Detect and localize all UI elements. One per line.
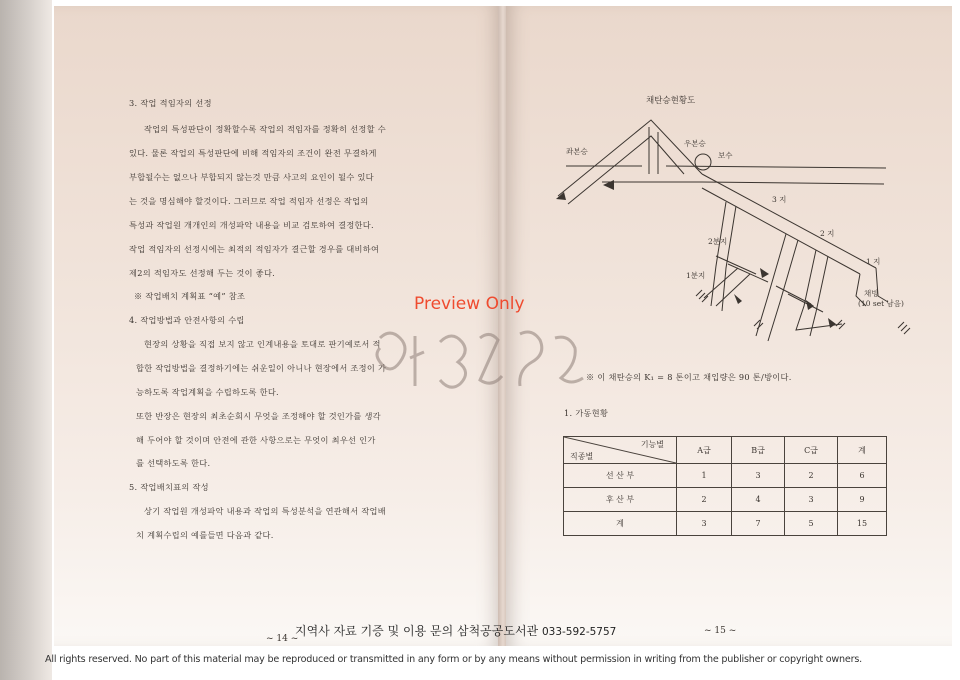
corner-top-label: 기능별 <box>640 440 664 449</box>
table-cell: 6 <box>838 464 887 488</box>
workforce-table <box>563 436 887 536</box>
section-title: 1. 가동현황 <box>564 408 609 418</box>
left-line: 3. 작업 적임자의 선정 <box>129 98 212 108</box>
scanner-edge <box>0 0 52 680</box>
arrow-icon <box>760 268 769 278</box>
label-pump: 보수 <box>718 151 733 160</box>
support-hatch-icon <box>898 322 910 334</box>
left-line: 는 것을 명심해야 할것이다. 그러므로 작업 적임자 선정은 작업의 <box>129 196 369 206</box>
table-cell: 3 <box>732 464 785 488</box>
label-right-incline: 우본승 <box>684 139 706 148</box>
diagram-title: 채탄승현황도 <box>646 96 696 106</box>
table-cell: 4 <box>732 488 785 512</box>
pump-station-marker <box>695 154 711 170</box>
left-line: 특성과 작업원 개개인의 개성파악 내용을 비교 검토하여 결정한다. <box>129 220 374 230</box>
table-cell: 3 <box>785 488 838 512</box>
table-row <box>564 512 887 536</box>
row-label: 후 산 부 <box>564 488 677 512</box>
left-line: 치 계획수립의 예를들면 다음과 같다. <box>136 530 274 540</box>
label-level-3: 3 지 <box>772 195 787 204</box>
table-row <box>564 488 887 512</box>
table-cell: 5 <box>785 512 838 536</box>
label-face-note: (10 set 남음) <box>858 299 904 308</box>
support-hatch-icon <box>754 320 763 329</box>
left-line: 현장의 상황을 직접 보지 않고 인계내용을 토대로 판기예로서 적 <box>144 339 381 349</box>
left-line: ※ 작업배치 계획표 “예” 참조 <box>134 291 246 301</box>
left-line: 작업 적임자의 선정시에는 최적의 적임자가 결근할 경우를 대비하여 <box>129 244 380 254</box>
left-page-number: ~ 14 ~ <box>266 634 299 644</box>
table-cell: 2 <box>785 464 838 488</box>
label-level-1: 1 지 <box>866 257 881 266</box>
column-header: C급 <box>785 437 838 464</box>
library-contact <box>295 622 616 639</box>
column-header: 계 <box>838 437 887 464</box>
coal-note: ※ 이 채탄승의 K₁ = 8 톤이고 채입량은 90 톤/방이다. <box>586 372 792 382</box>
left-line: 제2의 적임자도 선정해 두는 것이 좋다. <box>129 268 276 278</box>
left-line: 작업의 특성판단이 정확할수록 작업의 적임자를 정확히 선정할 수 <box>144 124 386 134</box>
label-left-incline: 좌본승 <box>566 147 588 156</box>
row-label: 선 산 부 <box>564 464 677 488</box>
left-line: 합한 작업방법을 결정하기에는 쉬운일이 아니나 현장에서 조정이 가 <box>136 363 387 373</box>
label-level-2: 2 지 <box>820 229 835 238</box>
left-line: 를 선택하도록 한다. <box>136 458 211 468</box>
left-line: 상기 작업원 개성파악 내용과 작업의 특성분석을 연관해서 작업배 <box>144 506 386 516</box>
label-branch-2: 2분지 <box>708 237 728 246</box>
table-cell: 3 <box>677 512 732 536</box>
left-line: 능하도록 작업계획을 수립하도록 한다. <box>136 387 279 397</box>
left-line: 4. 작업방법과 안전사항의 수립 <box>129 315 245 325</box>
table-cell: 2 <box>677 488 732 512</box>
arrow-icon <box>828 318 836 328</box>
library-phone: 033-592-5757 <box>541 626 617 638</box>
table-row <box>564 464 887 488</box>
mine-layout-diagram <box>506 6 952 366</box>
table-header-row <box>564 437 887 464</box>
arrow-icon <box>806 300 814 310</box>
left-line: 해 두어야 할 것이며 안전에 관한 사항으로는 무엇이 최우선 인가 <box>136 435 376 445</box>
column-header: B급 <box>732 437 785 464</box>
table-cell: 9 <box>838 488 887 512</box>
left-line: 부합될수는 없으나 부합되지 않는것 만큼 사고의 요인이 될수 있다 <box>129 172 374 182</box>
label-face: 채빙 <box>864 289 879 298</box>
right-page-number: ~ 15 ~ <box>704 626 737 636</box>
table-corner-cell <box>564 437 677 464</box>
table-cell: 1 <box>677 464 732 488</box>
copyright-notice: All rights reserved. No part of this material may be reproduced or transmitted in any form or by any means without permission in writing from the publisher or copyright owners. <box>45 654 863 665</box>
incline-outer-line <box>558 120 702 196</box>
table-cell: 15 <box>838 512 887 536</box>
row-label: 계 <box>564 512 677 536</box>
table-cell: 7 <box>732 512 785 536</box>
library-contact-text: 지역사 자료 기증 및 이용 문의 삼척공공도서관 <box>295 624 539 638</box>
arrow-icon <box>734 294 742 304</box>
library-watermark-stamp <box>370 318 600 408</box>
left-line: 있다. 물론 작업의 특성판단에 비해 적임자의 조건이 완전 무결하게 <box>129 148 377 158</box>
left-line: 5. 작업배치표의 작성 <box>129 482 209 492</box>
preview-watermark: Preview Only <box>414 294 525 314</box>
label-branch-1: 1분지 <box>686 271 706 280</box>
corner-bottom-label: 직종별 <box>570 452 594 461</box>
column-header: A급 <box>677 437 732 464</box>
left-line: 또한 반장은 현장의 최초순회시 무엇을 조정해야 할 것인가를 생각 <box>136 411 381 421</box>
